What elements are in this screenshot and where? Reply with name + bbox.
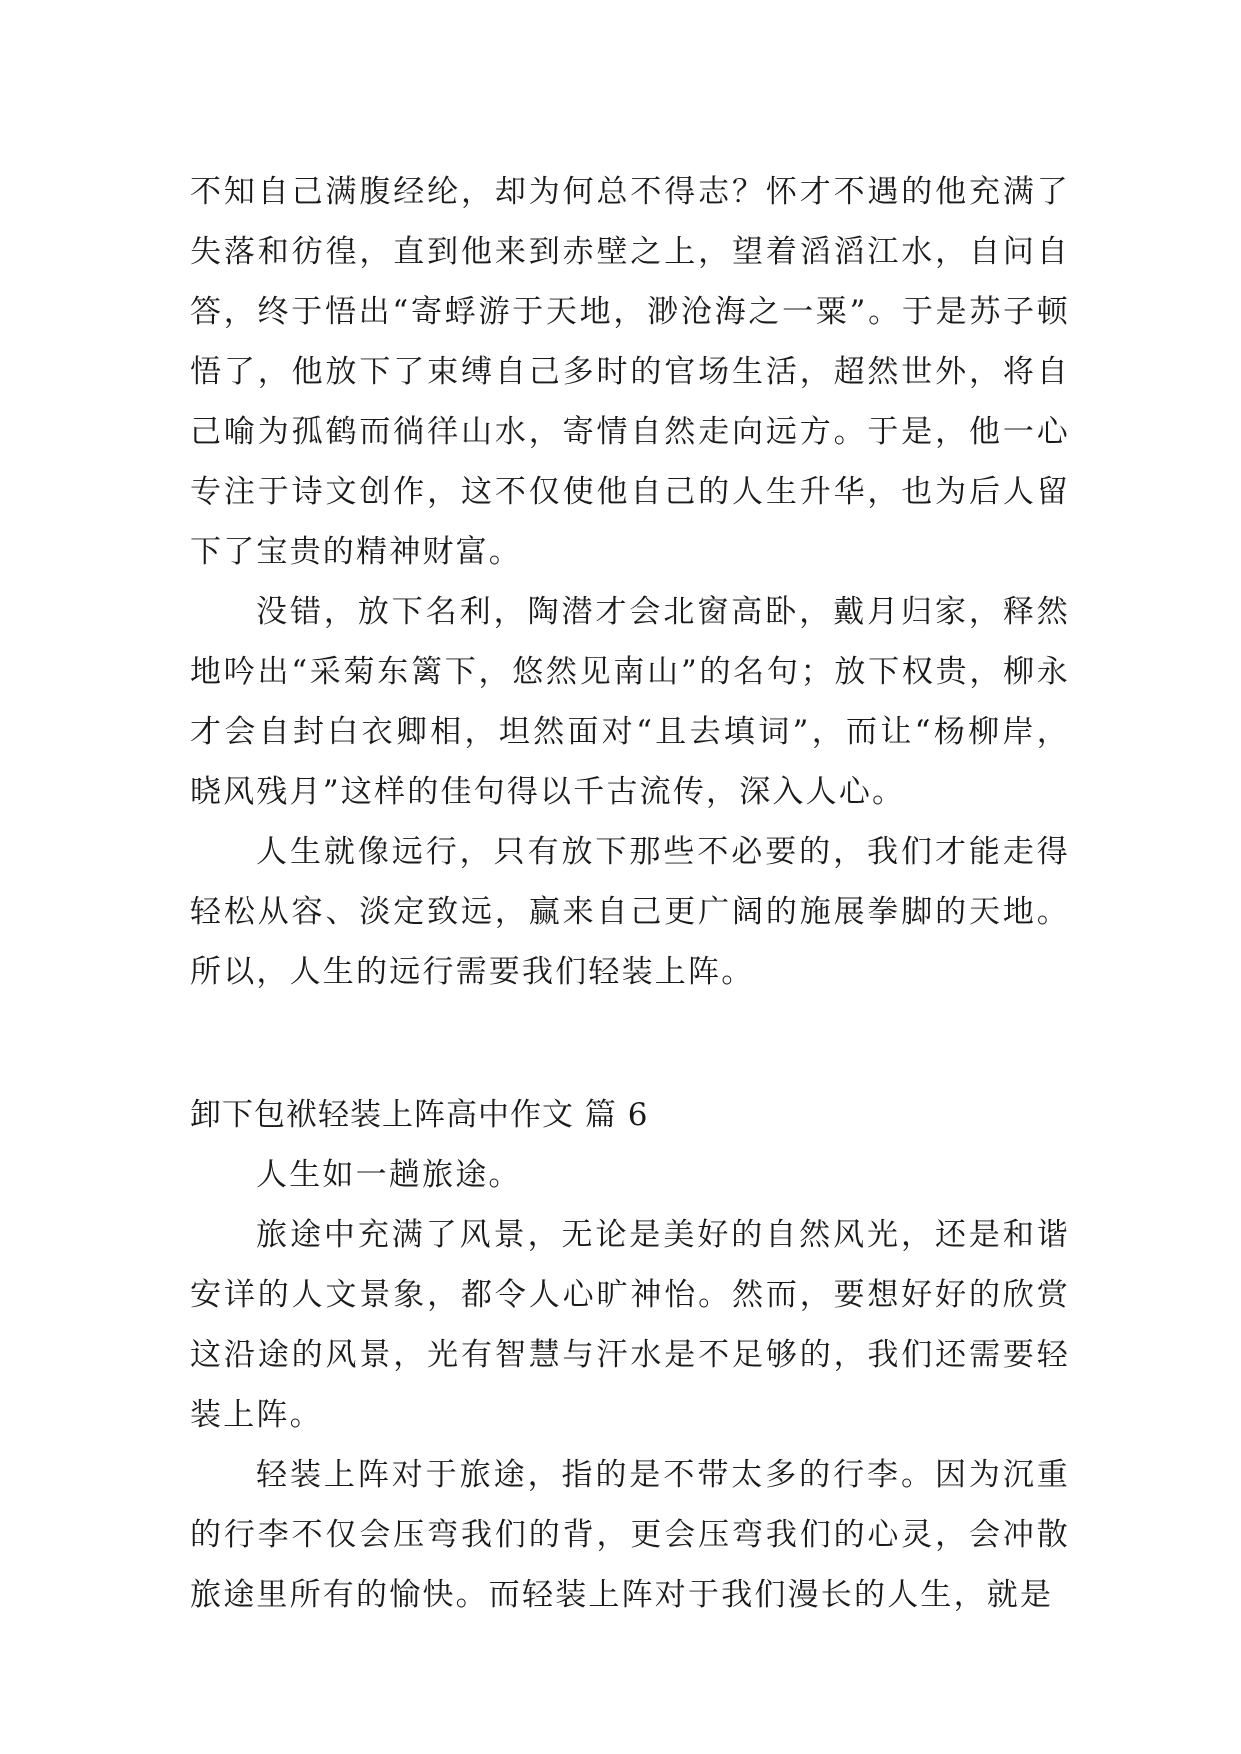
- document-body: [190, 162, 1070, 1625]
- paragraph: 人生就像远行，只有放下那些不必要的，我们才能走得轻松从容、淡定致远，赢来自己更广阔的施展拳脚的天地。所以，人生的远行需要我们轻装上阵。: [190, 834, 1070, 990]
- paragraph: 人生如一趟旅途。: [256, 1157, 522, 1193]
- section-heading: 卸下包袱轻装上阵高中作文 篇 6: [190, 1097, 649, 1133]
- paragraph: 旅途中充满了风景，无论是美好的自然风光，还是和谐安详的人文景象，都令人心旷神怡。然而，要想好好的欣赏这沿途的风景，光有智慧与汗水是不足够的，我们还需要轻装上阵。: [190, 1217, 1070, 1433]
- paragraph-continued: 不知自己满腹经纶，却为何总不得志？怀才不遇的他充满了失落和彷徨，直到他来到赤壁之上，望着滔滔江水，自问自答，终于悟出“寄蜉游于天地，渺沧海之一粟”。于是苏子顿悟了，他放下了束缚自己多时的官场生活，超然世外，将自己喻为孤鹤而徜徉山水，寄情自然走向远方。于是，他一心专注于诗文创作，这不仅使他自己的人生升华，也为后人留下了宝贵的精神财富。: [190, 174, 1070, 570]
- paragraph: 没错，放下名利，陶潜才会北窗高卧，戴月归家，释然地吟出“采菊东篱下，悠然见南山”的名句；放下权贵，柳永才会自封白衣卿相，坦然面对“且去填词”，而让“杨柳岸，晓风残月”这样的佳句得以千古流传，深入人心。: [190, 594, 1070, 810]
- paragraph: 轻装上阵对于旅途，指的是不带太多的行李。因为沉重的行李不仅会压弯我们的背，更会压弯我们的心灵，会冲散旅途里所有的愉快。而轻装上阵对于我们漫长的人生，就是: [190, 1457, 1070, 1613]
